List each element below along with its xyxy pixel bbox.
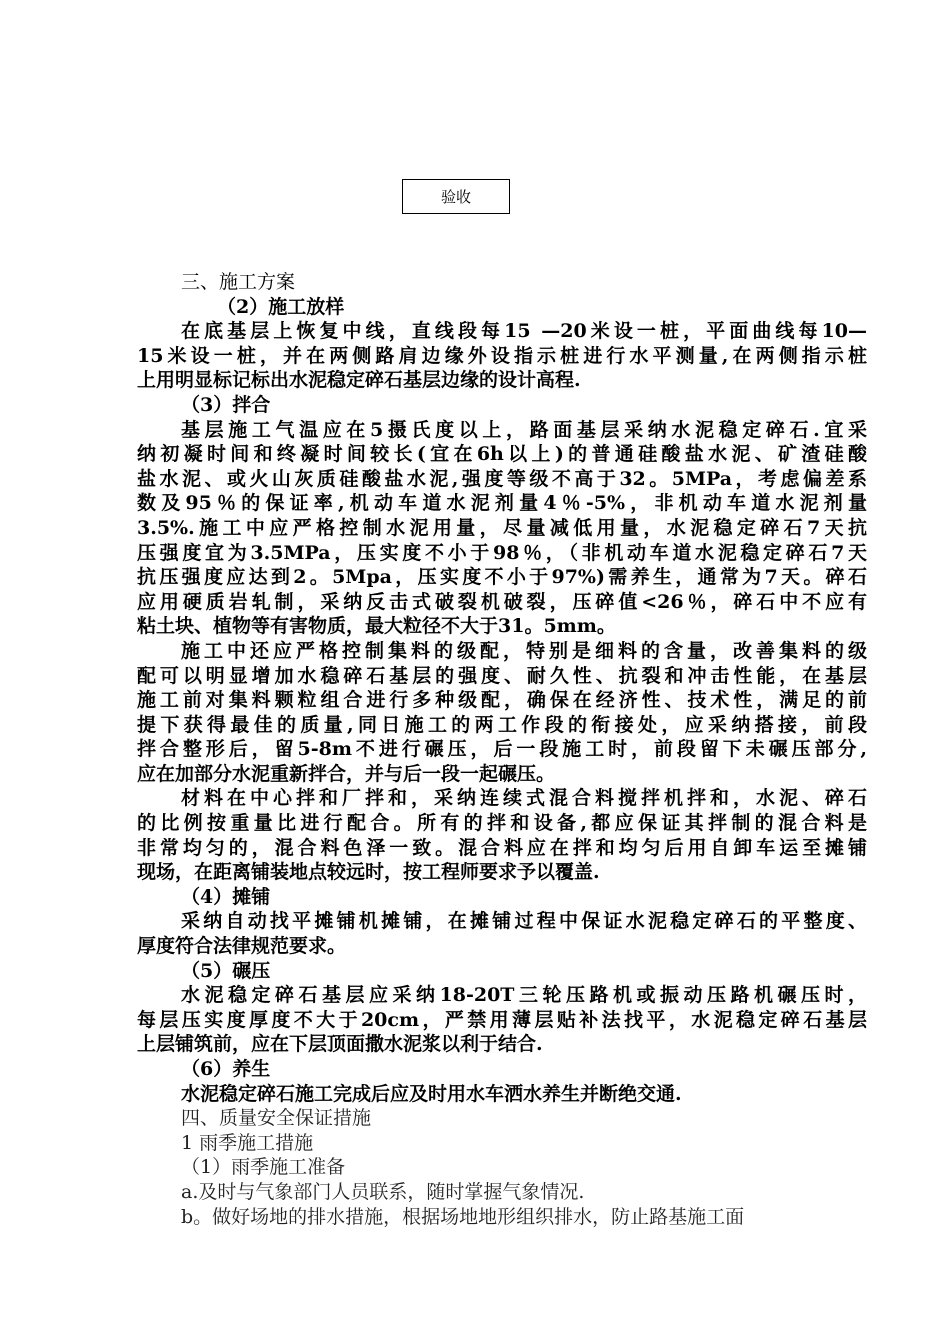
list-item: b。做好场地的排水措施，根据场地地形组织排水，防止路基施工面 xyxy=(181,1205,745,1228)
subsection-heading: （2）施工放样 xyxy=(217,295,345,318)
paragraph-line: 盐水泥、或火山灰质硅酸盐水泥,强度等级不高于32。5MPa，考虑偏差系 xyxy=(137,467,867,490)
paragraph-line: 每层压实度厚度不大于20cm，严禁用薄层贴补法找平，水泥稳定碎石基层 xyxy=(137,1008,867,1031)
paragraph-line: 提下获得最佳的质量,同日施工的两工作段的衔接处，应采纳搭接，前段 xyxy=(137,713,867,736)
subsection-heading: 1 雨季施工措施 xyxy=(181,1131,314,1154)
paragraph-line: 15米设一桩，并在两侧路肩边缘外设指示桩进行水平测量,在两侧指示桩 xyxy=(137,344,867,367)
subsection-heading: （5）碾压 xyxy=(181,959,271,982)
acceptance-label: 验收 xyxy=(440,188,471,206)
paragraph-line: 压强度宜为3.5MPa，压实度不小于98％，（非机动车道水泥稳定碎石7天 xyxy=(137,541,867,564)
paragraph-line: 水泥稳定碎石基层应采纳18-20T三轮压路机或振动压路机碾压时， xyxy=(181,984,867,1007)
paragraph-line: 施工前对集料颗粒组合进行多种级配，确保在经济性、技术性，满足的前 xyxy=(137,689,867,712)
paragraph-line: 非常均匀的，混合料色泽一致。混合料应在拌和均匀后用自卸车运至摊铺 xyxy=(137,836,867,859)
paragraph-line: 3.5%.施工中应严格控制水泥用量，尽量减低用量，水泥稳定碎石7天抗 xyxy=(137,516,867,539)
paragraph-line: 材料在中心拌和厂拌和，采纳连续式混合料搅拌机拌和，水泥、碎石 xyxy=(181,787,867,810)
section-heading: 三、施工方案 xyxy=(181,271,296,293)
paragraph-line: 配可以明显增加水稳碎石基层的强度、耐久性、抗裂和冲击性能，在基层 xyxy=(137,664,867,687)
paragraph-line: 应用硬质岩轧制，采纳反击式破裂机破裂，压碎值<26％，碎石中不应有 xyxy=(137,590,867,613)
paragraph-line: 水泥稳定碎石施工完成后应及时用水车洒水养生并断绝交通. xyxy=(181,1082,682,1105)
paragraph-line: 粘土块、植物等有害物质，最大粒径不大于31。5mm。 xyxy=(137,615,616,638)
paragraph-line: 基层施工气温应在5摄氏度以上，路面基层采纳水泥稳定碎石.宜采 xyxy=(181,418,867,441)
paragraph-line: 厚度符合法律规范要求。 xyxy=(137,935,347,958)
list-item: a.及时与气象部门人员联系，随时掌握气象情况. xyxy=(181,1180,585,1203)
paragraph-line: 上层铺筑前，应在下层顶面撒水泥浆以利于结合. xyxy=(137,1033,543,1056)
paragraph-line: 在底基层上恢复中线，直线段每15 —20米设一桩，平面曲线每10— xyxy=(181,320,867,343)
paragraph-line: 的比例按重量比进行配合。所有的拌和设备,都应保证其拌制的混合料是 xyxy=(137,812,867,835)
subsection-heading: （4）摊铺 xyxy=(181,885,271,908)
subsection-heading: （6）养生 xyxy=(181,1058,271,1080)
paragraph-line: 上用明显标记标出水泥稳定碎石基层边缘的设计高程. xyxy=(137,369,581,392)
paragraph-line: 现场，在距离铺装地点较远时，按工程师要求予以覆盖. xyxy=(137,861,600,884)
paragraph-line: 拌合整形后，留5-8m不进行碾压，后一段施工时，前段留下未碾压部分, xyxy=(137,738,867,761)
document-body xyxy=(137,270,867,1229)
subsection-heading: （1）雨季施工准备 xyxy=(181,1156,346,1179)
subsection-heading: （3）拌合 xyxy=(181,393,271,416)
paragraph-line: 纳初凝时间和终凝时间较长(宜在6h以上)的普通硅酸盐水泥、矿渣硅酸 xyxy=(137,443,867,466)
section-heading: 四、质量安全保证措施 xyxy=(181,1107,372,1130)
paragraph-line: 抗压强度应达到2。5Mpa，压实度不小于97%)需养生，通常为7天。碎石 xyxy=(137,566,867,589)
acceptance-box xyxy=(402,179,510,214)
paragraph-line: 数及95％的保证率,机动车道水泥剂量4％-5%，非机动车道水泥剂量 xyxy=(137,492,867,515)
paragraph-line: 应在加部分水泥重新拌合，并与后一段一起碾压。 xyxy=(137,762,556,785)
paragraph-line: 施工中还应严格控制集料的级配，特别是细料的含量，改善集料的级 xyxy=(181,639,867,662)
paragraph-line: 采纳自动找平摊铺机摊铺，在摊铺过程中保证水泥稳定碎石的平整度、 xyxy=(181,910,867,933)
